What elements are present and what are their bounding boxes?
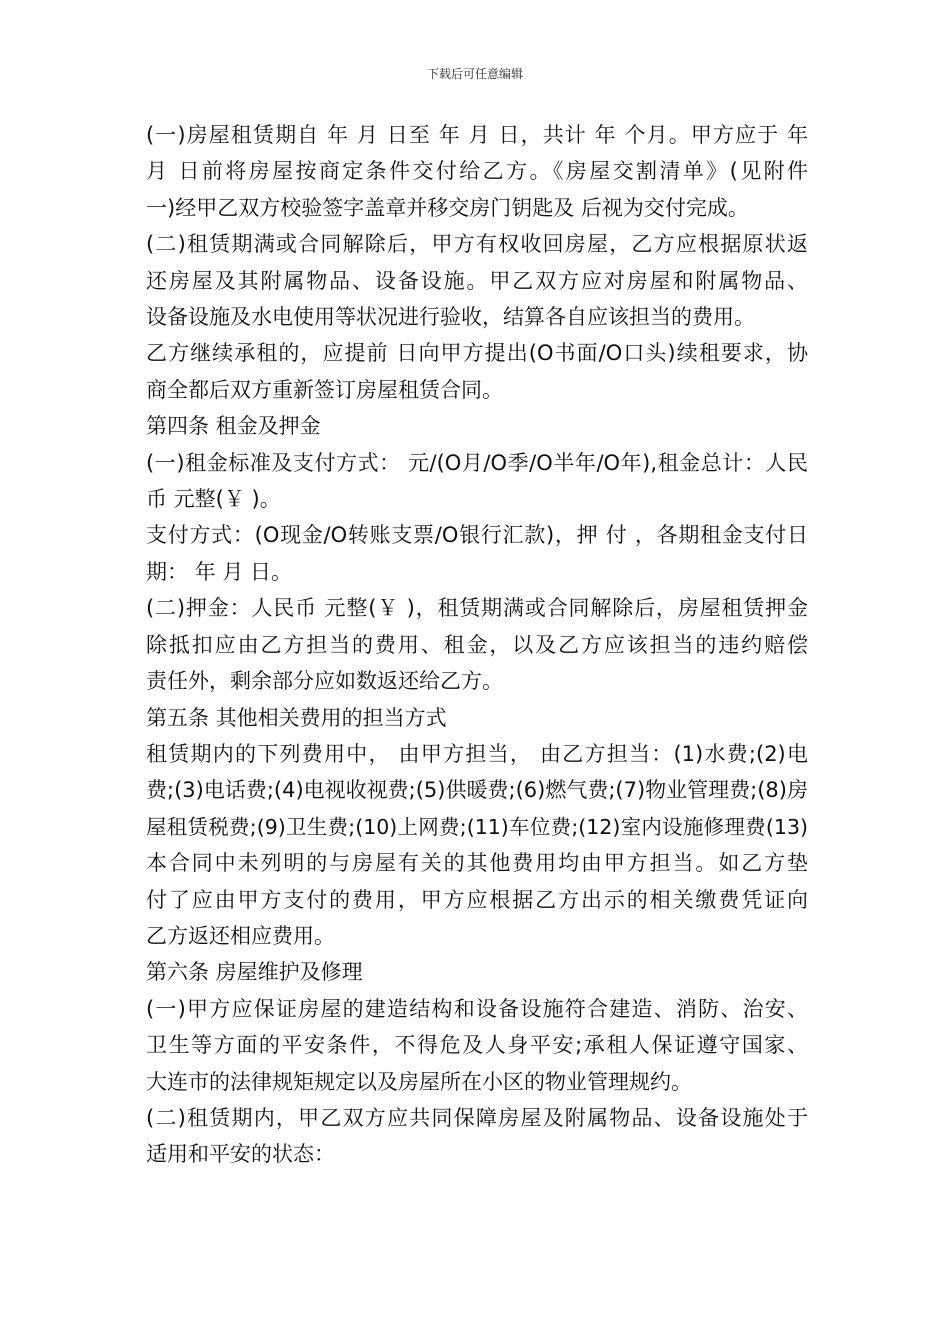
text-line: 一)经甲乙双方校验签字盖章并移交房门钥匙及 后视为交付完成。 xyxy=(146,195,749,220)
text-line: 卫生等方面的平安条件，不得危及人身平安;承租人保证遵守国家、 xyxy=(146,1033,808,1058)
text-line: (二)租赁期满或合同解除后，甲方有权收回房屋，乙方应根据原状返 xyxy=(146,232,808,257)
text-line: 租赁期内的下列费用中， 由甲方担当， 由乙方担当：(1)水费;(2)电 xyxy=(146,741,808,766)
text-line: 设备设施及水电使用等状况进行验收，结算各自应该担当的费用。 xyxy=(146,305,755,330)
text-line: 月 日前将房屋按商定条件交付给乙方。《房屋交割清单》(见附件 xyxy=(146,159,808,184)
text-line: (一)甲方应保证房屋的建造结构和设备设施符合建造、消防、治安、 xyxy=(146,996,808,1021)
text-line: 乙方返还相应费用。 xyxy=(146,923,335,948)
text-line: 除抵扣应由乙方担当的费用、租金，以及乙方应该担当的违约赔偿 xyxy=(146,632,808,657)
text-line: (二)租赁期内，甲乙双方应共同保障房屋及附属物品、设备设施处于 xyxy=(146,1105,808,1130)
text-line: 本合同中未列明的与房屋有关的其他费用均由甲方担当。如乙方垫 xyxy=(146,851,808,876)
text-line: 第五条 其他相关费用的担当方式 xyxy=(146,705,447,730)
text-line: 付了应由甲方支付的费用，甲方应根据乙方出示的相关缴费凭证向 xyxy=(146,887,808,912)
text-line: 币 元整(￥ )。 xyxy=(146,487,281,512)
text-line: 支付方式：(O现金/O转账支票/O银行汇款)，押 付 ，各期租金支付日 xyxy=(146,523,808,548)
text-line: 期： 年 月 日。 xyxy=(146,559,293,584)
text-line: 大连市的法律规矩规定以及房屋所在小区的物业管理规约。 xyxy=(146,1069,692,1094)
text-line: 乙方继续承租的，应提前 日向甲方提出(O书面/O口头)续租要求，协 xyxy=(146,341,808,366)
text-line: (一)房屋租赁期自 年 月 日至 年 月 日，共计 年 个月。甲方应于 年 xyxy=(146,123,808,147)
text-line: 还房屋及其附属物品、设备设施。甲乙双方应对房屋和附属物品、 xyxy=(146,268,808,293)
text-line: 适用和平安的状态： xyxy=(146,1142,335,1167)
text-line: (二)押金：人民币 元整(￥ )，租赁期满或合同解除后，房屋租赁押金 xyxy=(146,596,808,621)
text-line: 责任外，剩余部分应如数返还给乙方。 xyxy=(146,669,503,694)
text-line: (一)租金标准及支付方式： 元/(O月/O季/O半年/O年),租金总计：人民 xyxy=(146,450,808,475)
document-body xyxy=(146,117,808,1173)
text-line: 屋租赁税费;(9)卫生费;(10)上网费;(11)车位费;(12)室内设施修理费(13) xyxy=(146,814,808,839)
text-line: 第四条 租金及押金 xyxy=(146,414,321,439)
text-line: 第六条 房屋维护及修理 xyxy=(146,960,363,985)
text-line: 费;(3)电话费;(4)电视收视费;(5)供暖费;(6)燃气费;(7)物业管理费;(8)房 xyxy=(146,778,808,803)
page-header: 下载后可任意编辑 xyxy=(426,67,523,81)
text-line: 商全都后双方重新签订房屋租赁合同。 xyxy=(146,377,503,402)
